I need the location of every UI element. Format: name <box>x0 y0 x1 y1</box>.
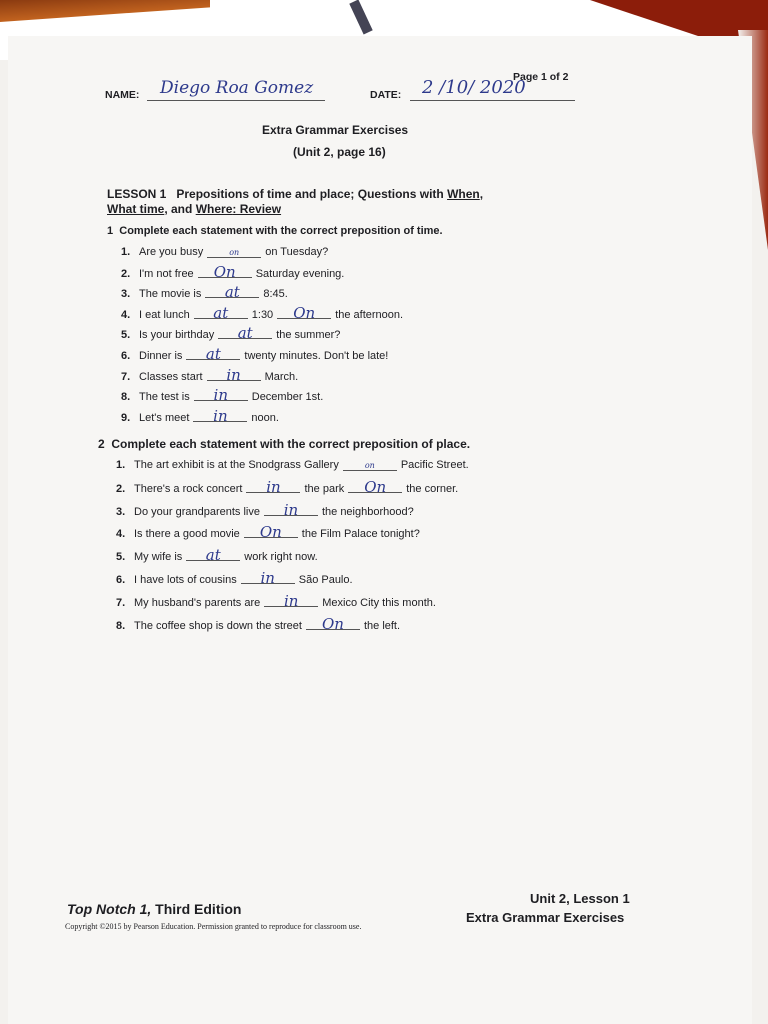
item-text: There's a rock concert <box>134 482 243 495</box>
section2-number: 2 <box>98 437 105 451</box>
item-text: noon. <box>251 411 279 424</box>
item-text: the Film Palace tonight? <box>301 528 420 541</box>
lesson-prefix: LESSON 1 <box>107 187 167 201</box>
item-text: Let's meet <box>139 411 190 424</box>
lesson-heading-line2 <box>107 202 281 216</box>
item-number: 3. <box>116 505 126 518</box>
answer-blank: at <box>186 550 240 561</box>
item-number: 7. <box>121 370 131 383</box>
item-text: The movie is <box>139 288 202 301</box>
item-text: Saturday evening. <box>255 267 345 280</box>
item-number: 5. <box>121 329 131 342</box>
answer-blank: in <box>241 573 295 584</box>
section1-item <box>121 406 279 425</box>
answer-blank: in <box>264 505 318 516</box>
answer-blank: in <box>193 411 247 422</box>
item-text: Pacific Street. <box>400 459 469 471</box>
item-text: the park <box>304 482 345 495</box>
section1-item <box>121 386 324 405</box>
item-number: 2. <box>121 267 131 280</box>
answer-blank: in <box>194 390 248 401</box>
answer-blank: On <box>244 527 298 538</box>
item-number: 8. <box>121 391 131 404</box>
item-number: 1. <box>121 246 131 258</box>
section1-item <box>121 246 328 258</box>
item-number: 8. <box>116 619 126 632</box>
name-handwriting: Diego Roa Gomez <box>160 78 314 98</box>
item-text: The coffee shop is down the street <box>134 619 302 632</box>
answer-blank: at <box>194 308 248 319</box>
item-number: 3. <box>121 288 131 301</box>
answer-blank: in <box>246 482 300 493</box>
item-number: 4. <box>116 528 126 541</box>
item-text: March. <box>264 370 299 383</box>
page-title: Extra Grammar Exercises <box>262 123 409 137</box>
lesson-where: Where <box>195 202 233 216</box>
footer-unit: Unit 2, Lesson 1 <box>530 891 630 906</box>
item-text: Is your birthday <box>139 329 215 342</box>
answer-blank: On <box>306 619 360 630</box>
section2-item <box>116 523 420 542</box>
item-text: Are you busy <box>139 246 204 258</box>
item-text: work right now. <box>244 551 318 564</box>
section2-item <box>116 546 318 565</box>
item-text: Is there a good movie <box>134 528 240 541</box>
section2-item <box>116 569 353 587</box>
lesson-text: Prepositions of time and place; Questions with <box>176 187 448 201</box>
item-number: 7. <box>116 596 126 609</box>
name-label: NAME: <box>105 89 140 101</box>
section2-item <box>116 477 459 496</box>
section2-item <box>116 591 436 610</box>
item-text: the summer? <box>276 329 341 342</box>
lesson-review: : Review <box>232 202 282 216</box>
item-text: The art exhibit is at the Snodgrass Gallery <box>134 459 339 471</box>
name-line <box>147 100 325 101</box>
item-number: 5. <box>116 551 126 564</box>
section1-number: 1 <box>107 225 114 237</box>
item-text: The test is <box>139 391 190 404</box>
item-text: I eat lunch <box>139 308 190 321</box>
item-text: the left. <box>363 619 401 632</box>
section2-text: Complete each statement with the correct preposition of place. <box>111 437 471 451</box>
footer-exercises: Extra Grammar Exercises <box>466 910 625 925</box>
section2-instruction <box>98 437 470 451</box>
section1-item <box>121 345 389 363</box>
section1-text: Complete each statement with the correct preposition of time. <box>119 225 443 237</box>
section1-item <box>121 283 288 302</box>
item-text: the afternoon. <box>335 308 404 321</box>
item-text: Mexico City this month. <box>322 596 436 609</box>
lesson-and: , and <box>164 202 196 216</box>
item-text: I'm not free <box>139 267 194 280</box>
answer-blank: at <box>205 287 259 298</box>
item-number: 2. <box>116 482 126 495</box>
lesson-comma: , <box>479 187 484 201</box>
item-text: My husband's parents are <box>134 596 261 609</box>
date-line <box>410 100 575 101</box>
lesson-what-time: What time <box>107 202 165 216</box>
item-text: 1:30 <box>251 308 274 321</box>
item-text: São Paulo. <box>298 574 353 586</box>
item-text: I have lots of cousins <box>134 574 237 586</box>
item-number: 6. <box>116 574 126 586</box>
item-text: twenty minutes. Don't be late! <box>244 350 389 362</box>
item-number: 6. <box>121 350 131 362</box>
footer-edition: Third Edition <box>151 901 242 917</box>
lesson-when: When <box>447 187 480 201</box>
item-text: My wife is <box>134 551 183 564</box>
footer-book: Top Notch 1, <box>67 901 152 917</box>
section1-item <box>121 262 345 281</box>
item-text: on Tuesday? <box>265 246 329 258</box>
lesson-heading-line1 <box>107 187 483 201</box>
section2-item <box>116 500 414 519</box>
answer-blank: at <box>218 328 272 339</box>
item-text: the corner. <box>406 482 459 495</box>
item-text: the neighborhood? <box>321 505 414 518</box>
item-text: Classes start <box>139 370 203 383</box>
footer-book-title <box>67 901 241 917</box>
item-text: Dinner is <box>139 350 183 362</box>
date-label: DATE: <box>370 89 402 101</box>
answer-blank: On <box>277 308 331 319</box>
answer-blank: in <box>264 596 318 607</box>
item-number: 9. <box>121 411 131 424</box>
answer-blank: On <box>348 482 402 493</box>
item-number: 1. <box>116 459 126 471</box>
item-text: 8:45. <box>263 288 288 301</box>
section1-item <box>121 303 404 322</box>
answer-blank: in <box>207 370 261 381</box>
section2-item <box>116 459 469 471</box>
answer-blank: at <box>186 349 240 360</box>
item-text: Do your grandparents live <box>134 505 260 518</box>
answer-blank: On <box>198 267 252 278</box>
date-handwriting: 2 /10/ 2020 <box>422 77 526 98</box>
answer-blank: on <box>207 248 261 258</box>
answer-blank: on <box>343 461 397 471</box>
item-text: December 1st. <box>251 391 324 404</box>
section1-item <box>121 365 299 384</box>
section2-item <box>116 614 401 633</box>
section1-instruction <box>107 225 443 237</box>
section1-item <box>121 324 341 343</box>
footer-copyright: Copyright ©2015 by Pearson Education. Permission granted to reproduce for classroom use. <box>65 922 362 931</box>
page-subtitle: (Unit 2, page 16) <box>293 145 386 159</box>
page-number: Page 1 of 2 <box>513 71 569 83</box>
item-number: 4. <box>121 308 131 321</box>
